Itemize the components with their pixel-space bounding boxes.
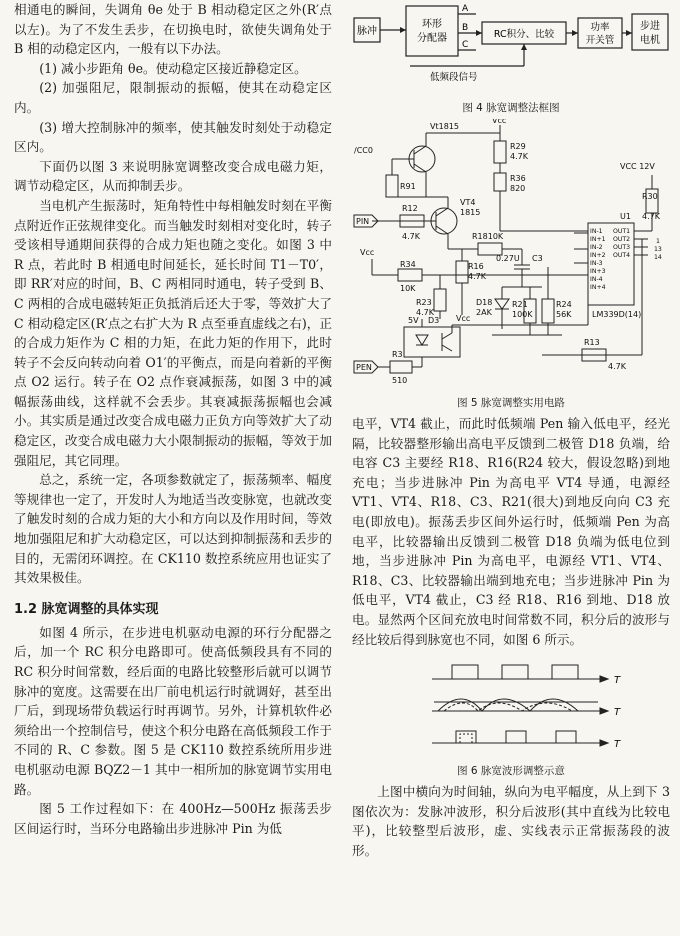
fig4-motor-1: 步进 [640, 21, 660, 32]
u1-out4: OUT4 [613, 252, 631, 259]
right-column [352, 0, 670, 861]
paragraph-implementation: 如图 4 所示，在步进电机驱动电源的环行分配器之后，加一个 RC 积分电路即可。使高低频段具有不同的 RC 积分时间常数，经后面的电路比较整形后就可以调节脉冲的宽度。这需要在出厂前电机运行时就调好，甚至出厂后，到现场带负载运行时再调节。另外，计算机软件必须给出一个控制信号，使这个积分电路在高低频段工作于不同的 R、C 参数。图 5 是 CK110 数控系统所用步进电机驱动电源 BQZ2－1 其中一相所加的脉宽调节实用电路。 [14, 624, 332, 797]
fig5-r36-value: 820 [510, 184, 526, 193]
paragraph-fig5-continued: 电平，VT4 截止，而此时低频端 Pen 输入低电平，经光隔，比较器整形输出高电平反馈到二极管 D18 负端，给电容 C3 主要经 R18、R16(R24 较大，假设忽略)到地充电；当步进脉冲 Pin 为高电平 VT4 导通，电源经 VT1、VT4、R18、C3、R21(很大)到地反向向 C3 充电(即放电)。振荡丢步区间外运行时，低频端 Pen 为高电平，比较器输出反馈到二极管 D18 负端为低电位到地，当步进脉冲 Pin 为高电平，电源经 VT1、VT4、R18、C3、比较器输出端到地充电；当步进脉冲 Pin 为低电平，VT4 截止，C3 经 R18、R16 到地、D18 放电。显然两个区间充放电时间常数不同，积分后的波形与经比较后得到脉宽也不同，如图 6 所示。 [352, 416, 670, 647]
method-3: (3) 增大控制脉冲的频率，使其触发时刻处于动稳定区内。 [14, 119, 332, 155]
figure-4-block-diagram [352, 0, 670, 92]
paragraph-continued: 相通电的瞬间，失调角 θe 处于 B 相动稳定区之外(R′点以左)。为了不发生丢步，在切换电时，欲使失调角处于 B 相的动稳定区内，一般有以下办法。 [14, 2, 332, 57]
fig5-d18-value: 2AK [476, 308, 492, 317]
fig5-r29: R29 [510, 142, 526, 151]
u1-pin-no-13: 13 [654, 246, 662, 253]
figure-6-caption: 图 6 脉宽波形调整示意 [457, 765, 565, 778]
fig5-c3: C3 [532, 254, 543, 263]
method-1: (1) 减小步距角 θe。使动稳定区接近静稳定区。 [39, 60, 307, 76]
fig5-r21-value: 100K [512, 310, 533, 319]
fig5-r30: R30 [642, 192, 658, 201]
fig5-vcc-top: Vcc [492, 119, 507, 125]
section-heading: 1.2 脉宽调整的具体实现 [14, 601, 159, 617]
fig5-vcc12: VCC 12V [620, 162, 655, 171]
paragraph-fig5-process: 图 5 工作过程如下：在 400Hz—500Hz 振荡丢步区间运行时，当环分电路输出步进脉冲 Pin 为低 [14, 801, 332, 836]
fig5-d3: D3 [428, 316, 440, 325]
fig4-a: A [462, 4, 469, 14]
fig5-d18: D18 [476, 298, 493, 307]
fig5-vt1: Vt1815 [430, 122, 459, 131]
fig5-r12: R12 [402, 204, 418, 213]
fig5-r23-value: 4.7K [416, 308, 434, 317]
fig5-r16: R16 [468, 262, 484, 271]
u1-pin-in-4: IN-4 [590, 276, 603, 283]
fig4-ring-2: 分配器 [417, 33, 447, 44]
u1-out2: OUT2 [613, 236, 631, 243]
fig5-r3-value: 510 [392, 376, 408, 385]
fig4-low-freq: 低频段信号 [430, 72, 478, 83]
fig5-cco: /CC0 [354, 146, 373, 155]
paragraph-oscillation: 当电机产生振荡时，矩角特性中每相触发时刻在平衡点附近作正弦规律变化。而当触发时刻相对变化时，转子受该相导通期间获得的合成力矩也随之变化。如图 3 中 R 点，若此时 B 相通电时间延长，延长时间 T1－T0′，即 RR′对应的时间，B、C 两相同时通电，转子受到 B、C 两相的合成电磁转矩正负抵消后还大于零，等效扩大了 C 相动稳定区(R′点之右扩大为 R 点至垂直虚线之右)，正的合成力矩作为 C 相的力矩，在此力矩的作用下，此时转子不会反向转动向着 O1′的平衡点，而是向着新的平衡点 O2 运行。转子在 O2 点作衰减振荡，如图 3 中的减幅振荡曲线，这样就不会丢步。其衰减振荡振幅也会减小。其实质是通过改变合成电磁力正负方向等效扩大了动稳定区，改变合成电磁力大小限制振动的振幅，等效于加强阻尼，其它同理。 [14, 197, 332, 468]
fig5-lm339: LM339D(14) [592, 310, 642, 319]
u1-pin-no-14: 14 [654, 254, 662, 261]
fig5-u1: U1 [620, 212, 631, 221]
u1-pin-in+3: IN+3 [590, 268, 606, 275]
fig5-r13: R13 [584, 338, 600, 347]
left-column [14, 0, 332, 838]
fig5-r91: R91 [400, 182, 416, 191]
fig5-5v: 5V [408, 316, 419, 325]
fig5-r34-value: 10K [400, 284, 416, 293]
figure-6-waveforms [352, 655, 670, 755]
fig4-amp-2: 开关管 [585, 35, 615, 46]
u1-pin-in+1: IN+1 [590, 236, 606, 243]
fig5-vt4: VT4 [460, 198, 476, 207]
fig5-r30-value: 4.7K [642, 212, 660, 221]
u1-pin-in+2: IN+2 [590, 252, 606, 259]
fig5-r36: R36 [510, 174, 526, 183]
fig5-r16-value: 4.7K [468, 272, 486, 281]
fig5-r24-value: 56K [556, 310, 572, 319]
fig4-rc: RC积分、比较 [493, 29, 555, 40]
fig5-r12-value: 4.7K [402, 232, 420, 241]
fig5-pin: PIN [356, 217, 370, 226]
paragraph-summary: 总之，系统一定，各项参数就定了，振荡频率、幅度等规律也一定了，开发时人为地适当改变脉宽，也就改变了触发时刻的合成力矩的大小和方向以及作用时间，等效地加强阻尼和扩大动稳定区，可以达到抑制振荡和丢步的目的，无需闭环调控。在 CK110 数控系统应用也证实了其效果极佳。 [14, 472, 332, 586]
fig5-vcc-opto: Vcc [456, 314, 471, 323]
u1-pin-no-1: 1 [656, 238, 660, 245]
figure-5-circuit [352, 119, 670, 387]
fig5-r3: R3 [392, 350, 403, 359]
fig5-c3-value: 0.27U [496, 254, 520, 263]
fig5-r34: R34 [400, 260, 416, 269]
fig4-c: C [462, 40, 469, 50]
u1-pin-in-2: IN-2 [590, 244, 603, 251]
paragraph-fig6-explanation: 上图中横向为时间轴，纵向为电平幅度，从上到下 3 图依次为：发脉冲波形，积分后波形(其中直线为比较电平)，比较整型后波形，虚、实线表示正常振荡段的波形。 [352, 784, 670, 858]
fig6-t-3: T [614, 739, 621, 751]
fig5-vt4-part: 1815 [460, 208, 481, 217]
u1-out1: OUT1 [613, 228, 631, 235]
fig5-r13-value: 4.7K [608, 362, 626, 371]
fig5-r29-value: 4.7K [510, 152, 528, 161]
fig5-r21: R21 [512, 300, 528, 309]
figure-5-caption: 图 5 脉宽调整实用电路 [457, 397, 565, 409]
fig5-r23: R23 [416, 298, 432, 307]
fig4-amp-1: 功率 [590, 22, 610, 33]
fig5-r18: R1810K [472, 232, 504, 241]
figure-4-caption: 图 4 脉宽调整法框图 [462, 102, 560, 114]
fig6-t-1: T [614, 675, 621, 687]
u1-pin-in+4: IN+4 [590, 284, 606, 291]
fig6-t-2: T [614, 707, 621, 719]
fig5-r24: R24 [556, 300, 572, 309]
fig5-pen: PEN [356, 363, 372, 372]
u1-out3: OUT3 [613, 244, 631, 251]
fig4-ring-1: 环形 [422, 19, 442, 30]
u1-pin-in-1: IN-1 [590, 228, 603, 235]
method-2: (2) 加强阻尼，限制振动的振幅，使其在动稳定区内。 [14, 80, 332, 115]
fig4-pulse: 脉冲 [357, 26, 377, 37]
fig4-motor-2: 电机 [640, 35, 660, 46]
fig5-vcc-left: Vcc [360, 248, 375, 257]
paragraph-intro-fig3: 下面仍以图 3 来说明脉宽调整改变合成电磁力矩，调节动稳定区，从而抑制丢步。 [14, 158, 332, 194]
fig4-b: B [462, 23, 469, 33]
u1-pin-in-3: IN-3 [590, 260, 603, 267]
